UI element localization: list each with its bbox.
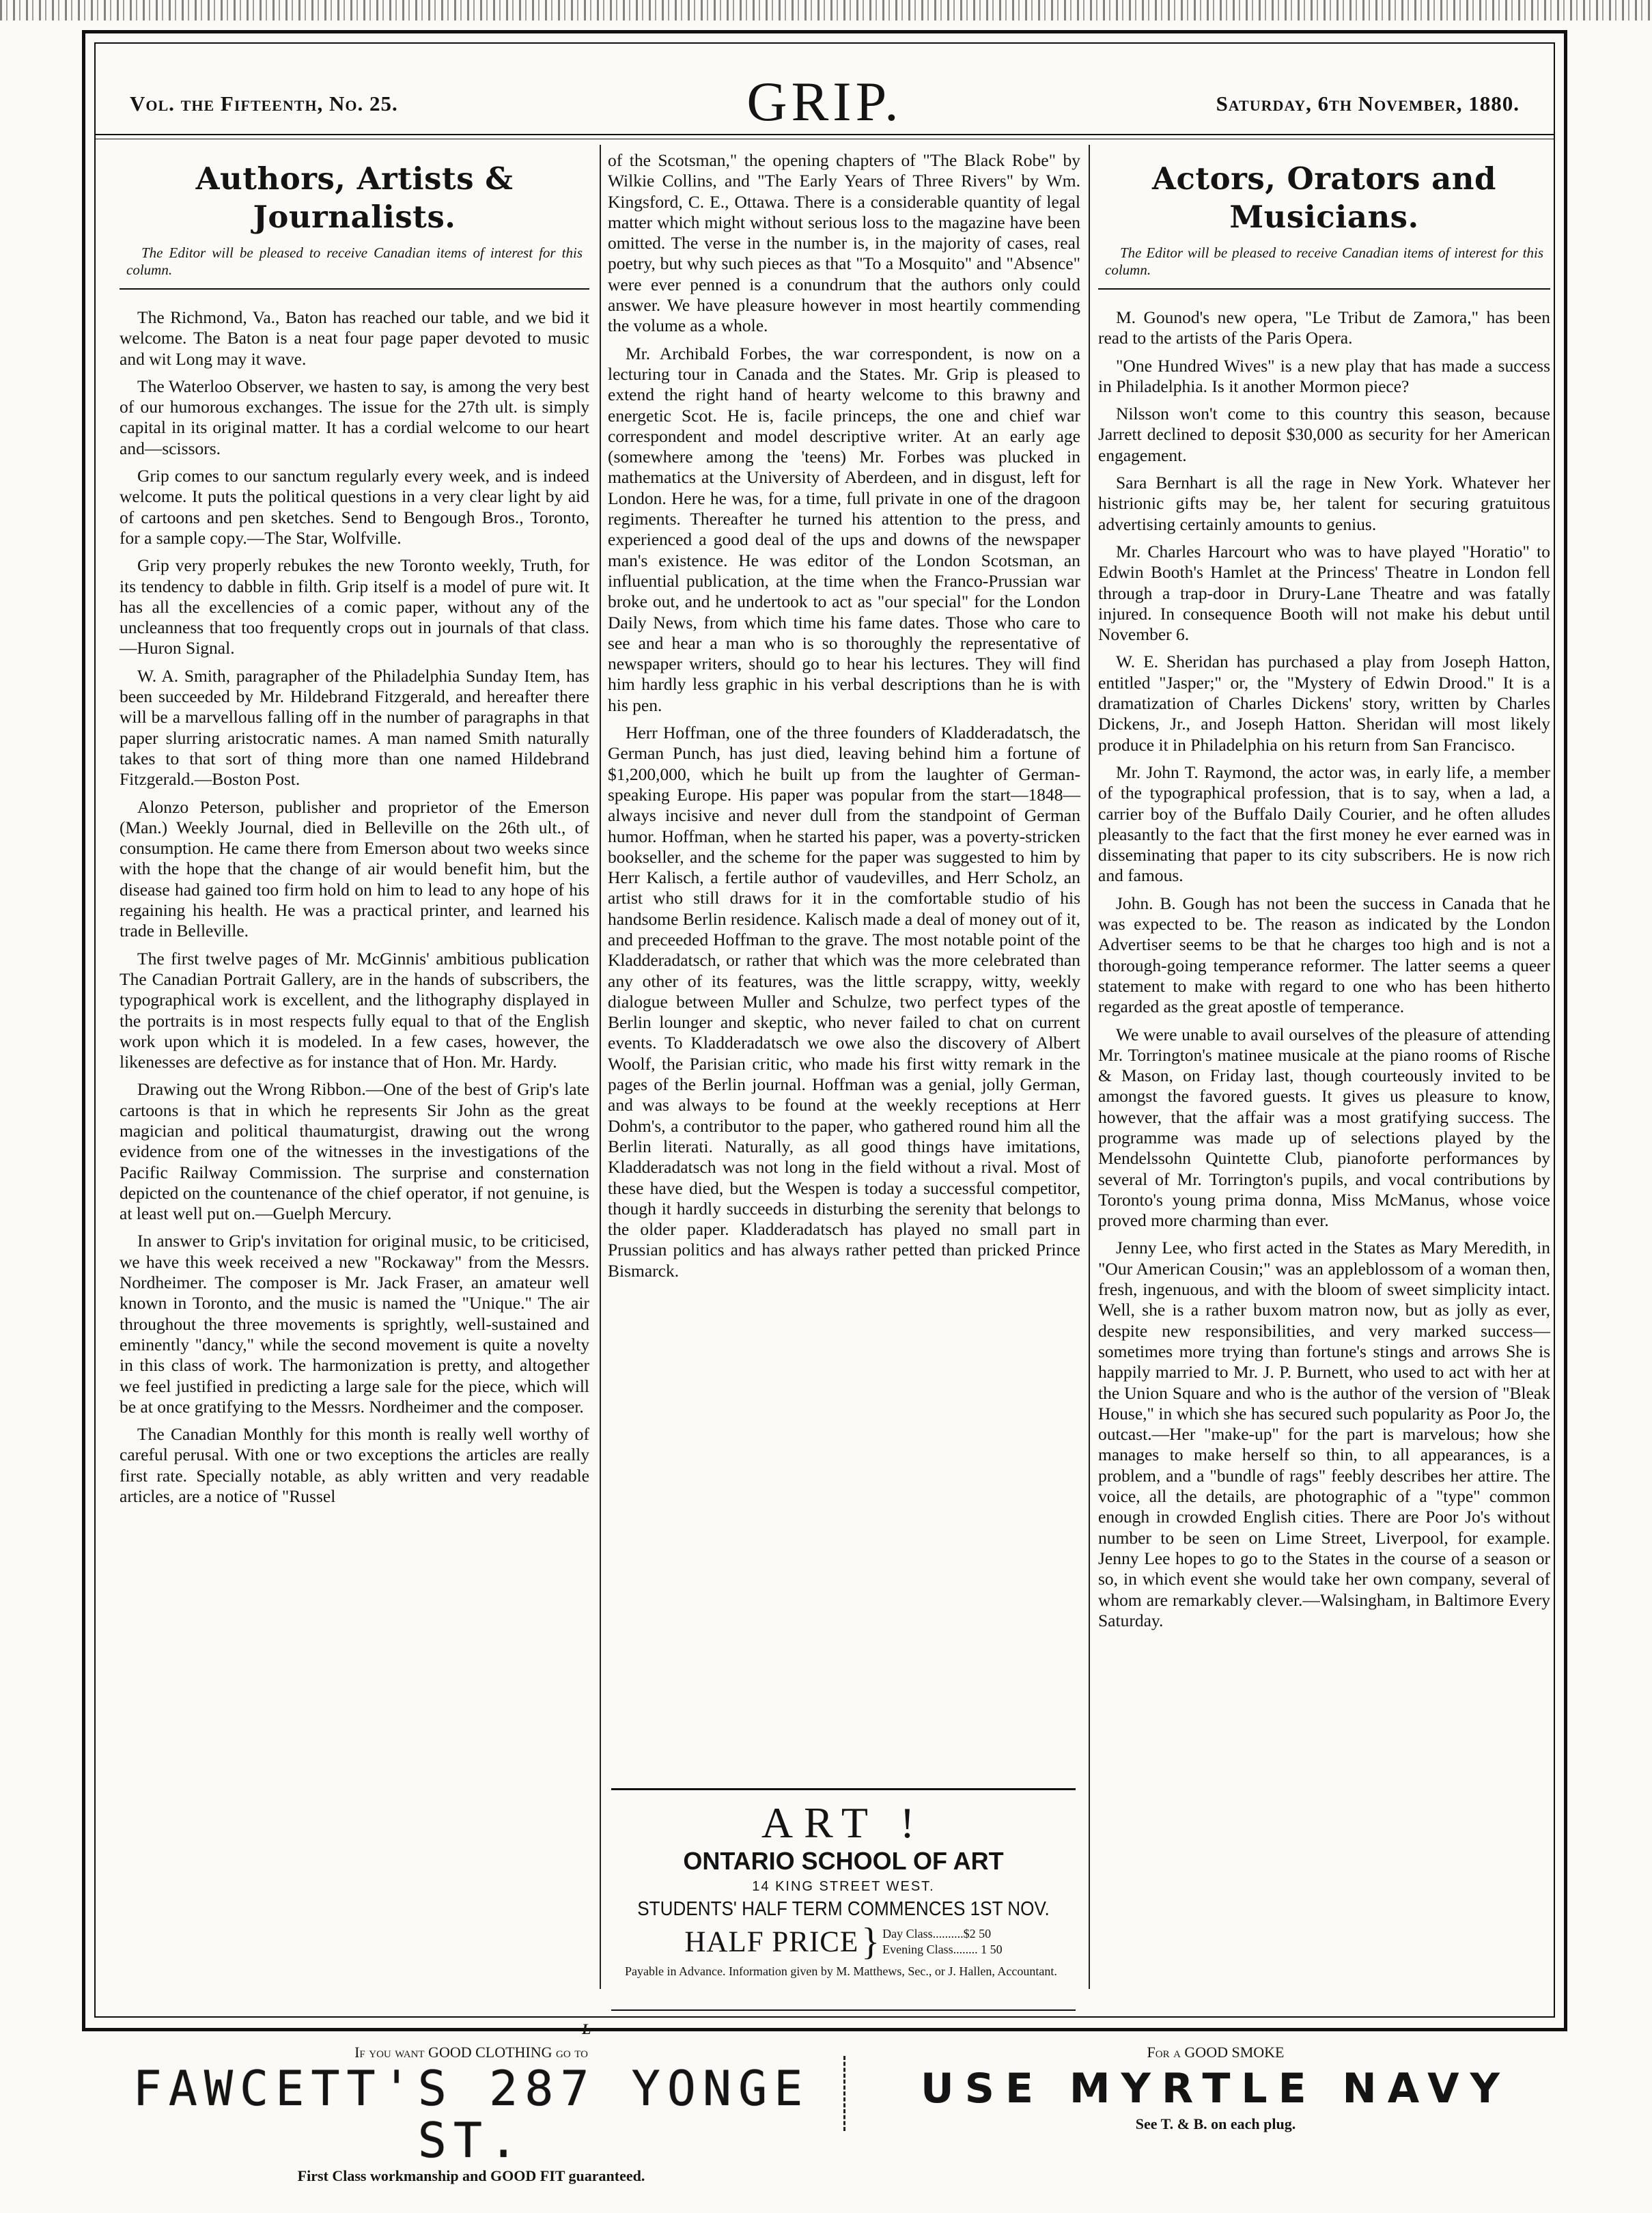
article-paragraph: Grip comes to our sanctum regularly every week, and is indeed welcome. It puts the political questions in a very clear light by aid of cartoons and pen sketches. Send to Bengough Bros., Toronto, for a sample copy.—The Star, Wolfville. [120, 466, 589, 548]
column-divider-2 [1089, 145, 1090, 1989]
footer-divider [843, 2056, 845, 2131]
section-rule [1098, 288, 1550, 290]
column-authors-artists-journalists [120, 150, 589, 1514]
fawcett-ad-main: FAWCETT'S 287 YONGE ST. [132, 2061, 810, 2169]
ad-term-notice: STUDENTS' HALF TERM COMMENCES 1ST NOV. [637, 1898, 1050, 1920]
issue-date: Saturday, 6th November, 1880. [1216, 92, 1520, 115]
article-paragraph: In answer to Grip's invitation for original music, to be criticised, we have this week received a new "Rockaway" from the Messrs. Nordheimer. The composer is Mr. Jack Fraser, an amateur well known in Toronto, and the music is named the "Unique." The air throughout the three movements is sprightly, well-sustained and eminently "dancy," while the second movement is quite a novelty in this class of work. The harmonization is pretty, and altogether we feel justified in predicting a large sale for the piece, which will be at once gratifying to the Messrs. Nordheimer and the composer. [120, 1231, 589, 1417]
masthead-rule [96, 134, 1554, 135]
article-paragraph: Jenny Lee, who first acted in the States as Mary Meredith, in "Our American Cousin;" was an appleblossom of a woman then, fresh, ingenuous, and with the bloom of sweet simplicity intact. Well, she is a rather buxom matron now, but as jolly as ever, despite new responsibilities, and very marked success—sometimes more trying than fortune's stings and arrows She is happily married to Mr. J. P. Burnett, who used to act with her at the Union Square and who is the author of the version of "Bleak House," in which she has secured such popularity as Poor Jo, the outcast.—Her "make-up" for the part is marvelous; how she manages to make herself so thin, to all appearances, is a problem, and a "bundle of rags" feebly describes her attire. The voice, all the details, are photographic of a "type" common enough in crowded English cities. There are Poor Jo's without number to be seen on Lime Street, Liverpool, for example. Jenny Lee hopes to go to the States in the course of a season or so, in which event she would take her own company, several of whom are remarkably clever.—Walsingham, in Baltimore Every Saturday. [1098, 1238, 1550, 1630]
brace-glyph: } [861, 1921, 880, 1963]
ad-half-price: HALF PRICE [684, 1925, 859, 1958]
article-paragraph: The first twelve pages of Mr. McGinnis' ambitious publication The Canadian Portrait Gallery, are in the hands of subscribers, the typographical work is excellent, and the lithography displayed in the portraits is in most respects fully equal to that of the English work upon which it is modeled. In a few cases, however, the likenesses are defective as for instance that of Hon. Mr. Hardy. [120, 948, 589, 1072]
ad-day-class: Day Class..........$2 50 [882, 1927, 992, 1940]
fawcett-ad-top: If you want GOOD CLOTHING go to [354, 2044, 588, 2061]
article-paragraph: W. A. Smith, paragrapher of the Philadelphia Sunday Item, has been succeeded by Mr. Hildebrand Fitzgerald, and hereafter there will be a marvellous falling off in the number of paragraphs in that paper slurring aristocratic names. A man named Smith naturally takes to that sort of thing more than one named Hildebrand Fitzgerald.—Boston Post. [120, 665, 589, 790]
article-paragraph: Sara Bernhart is all the rage in New York. Whatever her histrionic gifts may be, her talent for securing gratuitous advertising certainly amounts to genius. [1098, 473, 1550, 534]
ad-art-heading: ART ! [761, 1798, 926, 1847]
column-divider-1 [600, 145, 601, 1989]
page-signature-mark: L [582, 2020, 591, 2037]
ad-price-row [611, 1923, 1076, 1961]
myrtle-navy-ad [908, 2042, 1523, 2134]
article-paragraph: "One Hundred Wives" is a new play that has made a success in Philadelphia. Is it another Mormon piece? [1098, 355, 1550, 396]
ad-payable-note: Payable in Advance. Information given by M. Matthews, Sec., or J. Hallen, Accountant. [625, 1964, 1057, 1978]
footer-advertisements [0, 2042, 1652, 2184]
article-paragraph: The Canadian Monthly for this month is really well worthy of careful perusal. With one or two exceptions the articles are really first rate. Specially notable, as ably written and very readable articles, are a notice of "Russel [120, 1424, 589, 1507]
article-paragraph: Herr Hoffman, one of the three founders of Kladderadatsch, the German Punch, has just died, leaving behind him a fortune of $1,200,000, which he built up from the laughter of German-speaking Europe. His paper was popular from the start—1848—always incisive and never dull from the standpoint of German humor. Hoffman, when he started his paper, was a poverty-stricken bookseller, and the scheme for the paper was suggested to him by Herr Kalisch, a fertile author of vaudevilles, and Herr Scholz, an artist who still draws for it in the comfortable studio of his handsome Berlin residence. Kalisch made a deal of money out of it, and preceeded Hoffman to the grave. The most notable point of the Kladderadatsch, or rather that which was the more celebrated than any other of its features, was the little scrappy, witty, weekly dialogue between Muller and Schulze, two perfect types of the Berlin lounger and skeptic, who never failed to chat on current events. To Kladderadatsch we owe also the discovery of Albert Woolf, the Parisian critic, who made his first witty remark in the pages of the Berlin journal. Hoffman was a genial, jolly German, and was always to be found at the weekly receptions at Herr Dohm's, a contributor to the paper, who gathered round him all the Berlin literati. Naturally, as all good things have imitations, Kladderadatsch was not long in the field without a rival. Most of these have died, but the Wespen is today a successful competitor, though it hardly succeeds in disturbing the serenity that belongs to the older paper. Kladderadatsch has played no small part in Prussian politics and has always rather petted than pricked Prince Bismarck. [608, 723, 1080, 1281]
masthead [96, 57, 1554, 139]
article-paragraph: We were unable to avail ourselves of the pleasure of attending Mr. Torrington's matinee musicale at the piano rooms of Rische & Mason, on Friday last, though courteously invited to be amongst the favored guests. It gives us pleasure to know, however, that the affair was a most gratifying success. The programme was made up of selections played by the Mendelssohn Quintette Club, pianoforte performances by several of Mr. Torrington's pupils, and vocal contributions by Toronto's young prima donna, Miss McManus, whose voice proved more charming than ever. [1098, 1024, 1550, 1231]
article-paragraph: Alonzo Peterson, publisher and proprietor of the Emerson (Man.) Weekly Journal, died in Belleville on the 26th ult., of consumption. He came there from Emerson about two weeks since with the hope that the change of air would benefit him, but the disease had gained too firm hold on him to lead to any hope of his regaining his health. He was a practical printer, and learned his trade in Belleville. [120, 796, 589, 941]
article-paragraph: The Waterloo Observer, we hasten to say, is among the very best of our humorous exchanges. The issue for the 27th ult. is simply capital in its original matter. It has a cordial welcome to our heart and—scissors. [120, 376, 589, 458]
section-heading: Actors, Orators and Musicians. [1152, 161, 1496, 235]
column-middle [608, 150, 1080, 1288]
ad-street-address: 14 KING STREET WEST. [752, 1879, 935, 1894]
ad-school-name: ONTARIO SCHOOL OF ART [683, 1847, 1004, 1875]
fawcett-ad-sub: First Class workmanship and GOOD FIT guaranteed. [297, 2167, 645, 2184]
ontario-school-of-art-ad [611, 1788, 1076, 2011]
article-paragraph: John. B. Gough has not been the success in Canada that he was expected to be. The reason as indicated by the London Advertiser seems to be that he charges too high and is not a thorough-going temperance reformer. The latter seems a queer statement to make with regard to one who has been hitherto regarded as the great apostle of temperance. [1098, 893, 1550, 1017]
article-paragraph: The Richmond, Va., Baton has reached our table, and we bid it welcome. The Baton is a neat four page paper devoted to music and wit Long may it wave. [120, 307, 589, 369]
article-paragraph: Drawing out the Wrong Ribbon.—One of the best of Grip's late cartoons is that in which he represents Sir John as the great magician and political thaumaturgist, drawing out the wrong evidence from one of the witnesses in the investigations of the Pacific Railway Commission. The surprise and consternation depicted on the countenance of the chief operator, if not genuine, is at least well put on.—Guelph Mercury. [120, 1079, 589, 1224]
article-paragraph: Grip very properly rebukes the new Toronto weekly, Truth, for its tendency to dabble in filth. Grip itself is a model of pure wit. It has all the excellencies of a comic paper, without any of the uncleanness that too frequently crops out in journals of that class.—Huron Signal. [120, 555, 589, 658]
article-paragraph: Mr. Archibald Forbes, the war correspondent, is now on a lecturing tour in Canada and the States. Mr. Grip is pleased to extend the right hand of hearty welcome to this brawny and energetic Scot. He is, facile princeps, the one and chief war correspondent and model descriptive writer. At an early age (somewhere among the 'teens) Mr. Forbes was plucked in mathematics at the University of Aberdeen, and in disgust, left for London. Here he was, for a time, full private in one of the dragoon regiments. Thereafter he turned his attention to the press, and experienced a good deal of the ups and downs of the newspaper man's existence. He was editor of the London Scotsman, an influential publication, at the time when the Franco-Prussian war broke out, and he undertook to act as "our special" for the London Daily News, from which time his fame dates. Those who care to see and hear a man who is so thoroughly the representative of newspaper writers, should go to hear his lectures. They will find him hardly less graphic in his verbal descriptions than he is with his pen. [608, 343, 1080, 715]
volume-number: Vol. the Fifteenth, No. 25. [130, 92, 398, 115]
myrtle-ad-main: USE MYRTLE NAVY [921, 2065, 1511, 2113]
myrtle-ad-sub: See T. & B. on each plug. [1135, 2115, 1296, 2132]
newspaper-title: GRIP. [746, 70, 903, 133]
ad-class-prices [882, 1926, 1003, 1958]
article-paragraph-continued: of the Scotsman," the opening chapters of "The Black Robe" by Wilkie Collins, and "The Early Years of Three Rivers" by Wm. Kingsford, C. E., Ottawa. There is a considerable quantity of legal matter which might without serious loss to the magazine have been omitted. The verse in the number is, in the majority of cases, real poetry, but why such pieces as that "To a Mosquito" and "Absence" were ever penned is a conundrum that the authors only could answer. We have pleasure however in most heartily commending the volume as a whole. [608, 150, 1080, 336]
top-edge-band [0, 0, 1652, 20]
fawcett-ad [109, 2042, 833, 2186]
section-rule [120, 288, 589, 290]
myrtle-ad-top: For a GOOD SMOKE [1147, 2044, 1285, 2061]
article-paragraph: W. E. Sheridan has purchased a play from Joseph Hatton, entitled "Jasper;" or, the "Mystery of Edwin Drood." It is a dramatization of Charles Dickens' story, written by Charles Dickens, Jr., and Joseph Hatton. Sheridan will most likely produce it in Philadelphia on his return from San Francisco. [1098, 652, 1550, 755]
section-heading: Authors, Artists & Journalists. [195, 161, 514, 235]
article-paragraph: M. Gounod's new opera, "Le Tribut de Zamora," has been read to the artists of the Paris Opera. [1098, 307, 1550, 348]
article-paragraph: Mr. John T. Raymond, the actor was, in early life, a member of the typographical profession, that is to say, when a lad, a carrier boy of the Buffalo Daily Courier, and he often alludes pleasantly to the fact that the first money he ever earned was in disseminating that paper to its city subscribers. He is now rich and famous. [1098, 762, 1550, 886]
article-paragraph: Mr. Charles Harcourt who was to have played "Horatio" to Edwin Booth's Hamlet at the Princess' Theatre in London fell through a trap-door in Drury-Lane Theatre and was fatally injured. In consequence Booth will not make his debut until November 6. [1098, 541, 1550, 645]
editor-note: The Editor will be pleased to receive Canadian items of interest for this column. [1105, 245, 1543, 278]
column-actors-orators-musicians [1098, 150, 1550, 1638]
editor-note: The Editor will be pleased to receive Canadian items of interest for this column. [126, 245, 583, 278]
article-paragraph: Nilsson won't come to this country this season, because Jarrett declined to deposit $30,000 as security for her American engagement. [1098, 404, 1550, 465]
ad-evening-class: Evening Class........ 1 50 [882, 1943, 1003, 1956]
